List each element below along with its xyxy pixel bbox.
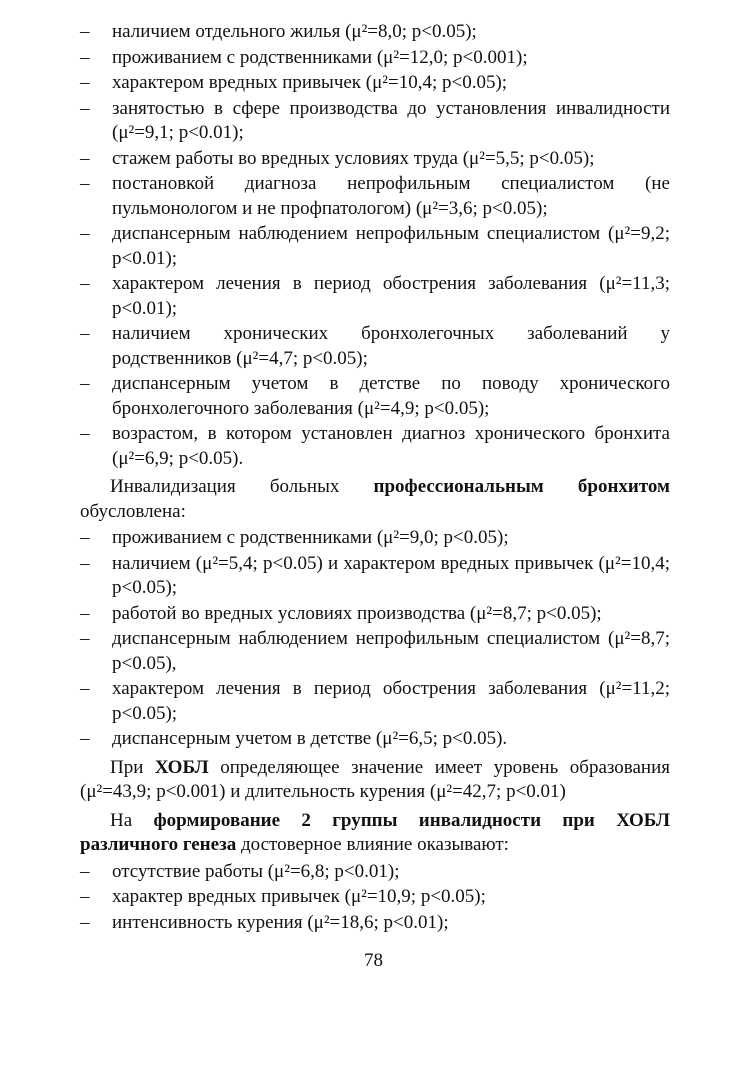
paragraph-text: достоверное влияние оказывают: [236, 834, 509, 855]
list-item [80, 272, 670, 321]
list-item [80, 71, 670, 96]
list-item [80, 422, 670, 471]
list-dash: – [80, 46, 90, 68]
list-item [80, 147, 670, 172]
list-item [80, 911, 670, 936]
list-item-text: диспансерным наблюдением непрофильным специалистом (μ²=8,7; p<0.05), [112, 628, 670, 674]
list-dash: – [80, 886, 90, 907]
list-item [80, 97, 670, 146]
list-item [80, 727, 670, 752]
list-item [80, 222, 670, 271]
list-dash: – [80, 21, 90, 42]
list-item [80, 46, 670, 71]
list-item-text: занятостью в сфере производства до установления инвалидности (μ²=9,1; p<0.01); [112, 97, 670, 143]
list-item-text: характером лечения в период обострения заболевания (μ²=11,3; p<0.01); [112, 273, 670, 319]
list-item [80, 627, 670, 676]
paragraph-disability-group [80, 809, 670, 858]
list-item-text: возрастом, в котором установлен диагноз хронического бронхита (μ²=6,9; p<0.05). [112, 423, 670, 469]
list-item [80, 172, 670, 221]
paragraph-bold-text: ХОБЛ [154, 756, 209, 778]
paragraph-text: На [110, 809, 154, 831]
list-item-text: характером лечения в период обострения заболевания (μ²=11,2; p<0.05); [112, 678, 670, 724]
list-item [80, 372, 670, 421]
list-item-text: проживанием с родственниками (μ²=12,0; p<0.001); [112, 46, 528, 68]
list-item [80, 552, 670, 601]
list-item-text: наличием (μ²=5,4; p<0.05) и характером вредных привычек (μ²=10,4; p<0.05); [112, 552, 670, 598]
list-dash: – [80, 223, 90, 244]
list-dash: – [80, 552, 90, 574]
list-item-text: характер вредных привычек (μ²=10,9; p<0.05); [112, 886, 486, 907]
paragraph-text: обусловлена: [80, 500, 186, 522]
paragraph-bold-text: профессиональным бронхитом [373, 476, 670, 497]
list-item [80, 322, 670, 371]
list-3 [80, 860, 670, 936]
list-item [80, 526, 670, 551]
paragraph-copd [80, 756, 670, 805]
list-1 [80, 20, 670, 471]
paragraph-prof-bronchitis [80, 475, 670, 524]
list-dash: – [80, 728, 90, 749]
list-item [80, 885, 670, 910]
list-item [80, 860, 670, 885]
paragraph-text: определяющее значение имеет уровень образования (μ²=43,9; p<0.001) и длительность курения (μ²=42,7; p<0.01) [80, 756, 670, 802]
list-dash: – [80, 860, 90, 882]
paragraph-bold-text: формирование 2 группы инвалидности при ХОБЛ различного генеза [80, 809, 670, 855]
list-dash: – [80, 72, 90, 93]
list-item-text: постановкой диагноза непрофильным специалистом (не пульмонологом и не профпатологом) (μ²=3,6; p<0.05); [112, 173, 670, 219]
list-dash: – [80, 911, 90, 933]
list-item [80, 677, 670, 726]
list-dash: – [80, 527, 90, 548]
list-item-text: отсутствие работы (μ²=6,8; p<0.01); [112, 860, 400, 882]
list-item-text: стажем работы во вредных условиях труда (μ²=5,5; p<0.05); [112, 147, 595, 169]
list-dash: – [80, 323, 90, 344]
list-dash: – [80, 97, 90, 119]
paragraph-text: При [110, 756, 155, 778]
list-item-text: наличием хронических бронхолегочных заболеваний у родственников (μ²=4,7; p<0.05); [112, 323, 670, 369]
list-dash: – [80, 602, 90, 624]
list-item [80, 602, 670, 627]
list-dash: – [80, 423, 90, 444]
paragraph-text: Инвалидизация больных [110, 476, 374, 497]
list-item-text: характером вредных привычек (μ²=10,4; p<0.05); [112, 72, 508, 93]
list-item-text: интенсивность курения (μ²=18,6; p<0.01); [112, 911, 449, 933]
page-number: 78 [364, 950, 383, 971]
list-item-text: диспансерным учетом в детстве (μ²=6,5; p<0.05). [112, 728, 508, 749]
list-item-text: проживанием с родственниками (μ²=9,0; p<0.05); [112, 527, 509, 548]
list-item-text: диспансерным учетом в детстве по поводу хронического бронхолегочного заболевания (μ²=4,9; p<0.05); [112, 373, 670, 419]
list-2 [80, 526, 670, 752]
list-item-text: работой во вредных условиях производства (μ²=8,7; p<0.05); [112, 602, 602, 624]
page-body [80, 20, 670, 936]
list-dash: – [80, 628, 90, 649]
list-item-text: диспансерным наблюдением непрофильным специалистом (μ²=9,2; p<0.01); [112, 223, 670, 269]
list-item-text: наличием отдельного жилья (μ²=8,0; p<0.05); [112, 21, 477, 42]
list-dash: – [80, 147, 90, 169]
list-dash: – [80, 373, 90, 394]
list-dash: – [80, 273, 90, 294]
list-item [80, 20, 670, 45]
list-dash: – [80, 678, 90, 699]
list-dash: – [80, 173, 90, 194]
